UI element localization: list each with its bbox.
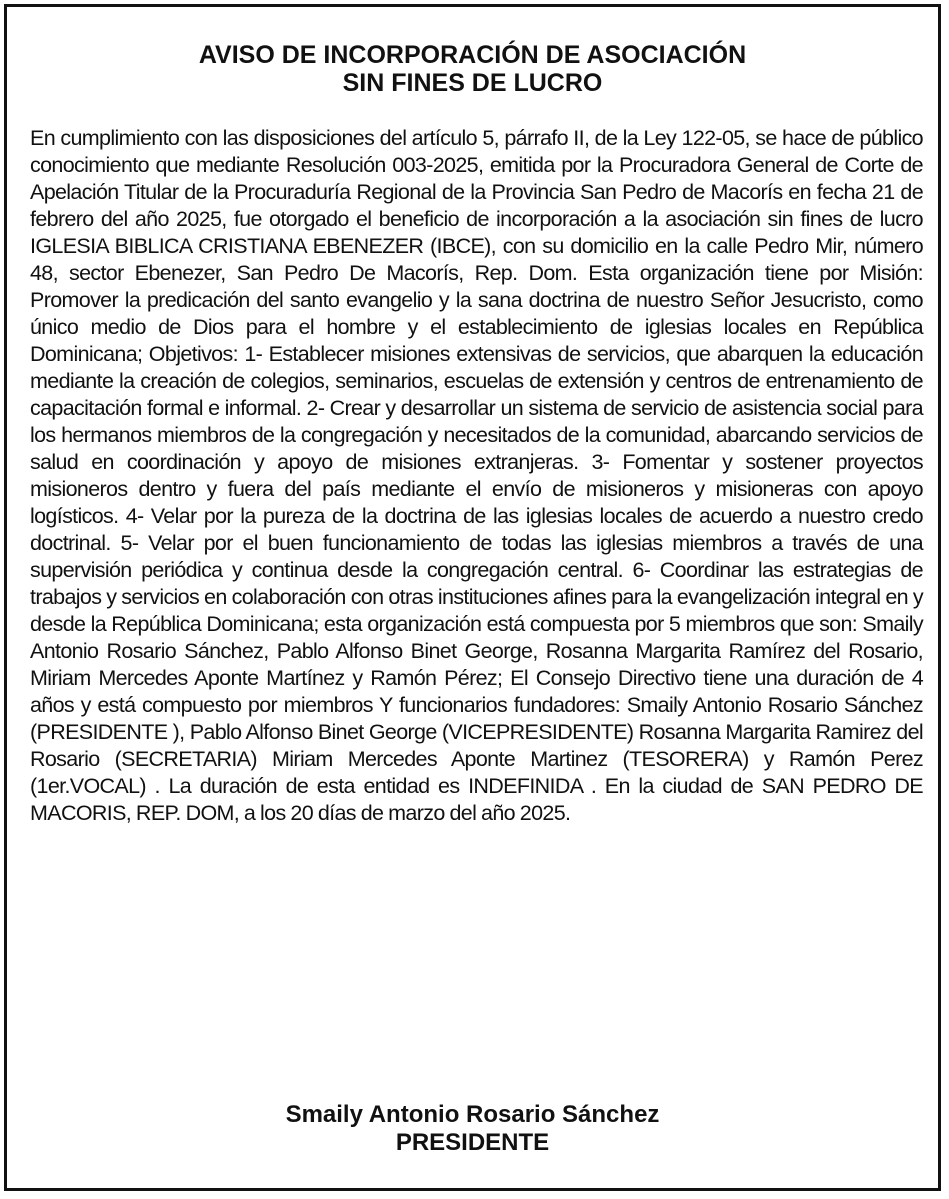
notice-title-line-1: AVISO DE INCORPORACIÓN DE ASOCIACIÓN: [198, 41, 747, 69]
notice-body-paragraph: En cumplimiento con las disposiciones del artículo 5, párrafo II, de la Ley 122-05, se hace de público conocimiento que mediante Resolución 003-2025, emitida por la Procuradora General de Corte de Apelación Titular de la Procuraduría Regional de la Provincia San Pedro de Macorís en fecha 21 de febrero del año 2025, fue otorgado el beneficio de incorporación a la asociación sin fines de lucro IGLESIA BIBLICA CRISTIANA EBENEZER (IBCE), con su domicilio en la calle Pedro Mir, número 48, sector Ebenezer, San Pedro De Macorís, Rep. Dom. Esta organización tiene por Misión: Promover la predicación del santo evangelio y la sana doctrina de nuestro Señor Jesucristo, como único medio de Dios para el hombre y el establecimiento de iglesias locales en República Dominicana; Objetivos: 1- Establecer misiones extensivas de servicios, que abarquen la educación mediante la creación de colegios, seminarios, escuelas de extensión y centros de entrenamiento de capacitación formal e informal. 2- Crear y desarrollar un sistema de servicio de asistencia social para los hermanos miembros de la congregación y necesitados de la comunidad, abarcando servicios de salud en coordinación y apoyo de misiones extranjeras. 3- Fomentar y sostener proyectos misioneros dentro y fuera del país mediante el envío de misioneros y misioneras con apoyo logísticos. 4- Velar por la pureza de la doctrina de las iglesias locales de acuerdo a nuestro credo doctrinal. 5- Velar por el buen funcionamiento de todas las iglesias miembros a través de una supervisión periódica y continua desde la congregación central. 6- Coordinar las estrategias de trabajos y servicios en colaboración con otras instituciones afines para la evangelización integral en y desde la República Dominicana; esta organización está compuesta por 5 miembros que son: Smaily Antonio Rosario Sánchez, Pablo Alfonso Binet George, Rosanna Margarita Ramírez del Rosario, Miriam Mercedes Aponte Martínez y Ramón Pérez; El Consejo Directivo tiene una duración de 4 años y está compuesto por miembros Y funcionarios fundadores: Smaily Antonio Rosario Sánchez (PRESIDENTE ), Pablo Alfonso Binet George (VICEPRESIDENTE) Rosanna Margarita Ramirez del Rosario (SECRETARIA) Miriam Mercedes Aponte Martinez (TESORERA) y Ramón Perez (1er.VOCAL) . La duración de esta entidad es INDEFINIDA . En la ciudad de SAN PEDRO DE MACORIS, REP. DOM, a los 20 días de marzo del año 2025.: [30, 126, 923, 825]
notice-title: [7, 41, 938, 97]
notice-frame: [4, 4, 941, 1191]
signature-block: [7, 1101, 938, 1157]
signatory-title: PRESIDENTE: [395, 1129, 550, 1156]
signatory-name: Smaily Antonio Rosario Sánchez: [285, 1101, 660, 1128]
notice-title-line-2: SIN FINES DE LUCRO: [342, 69, 603, 97]
